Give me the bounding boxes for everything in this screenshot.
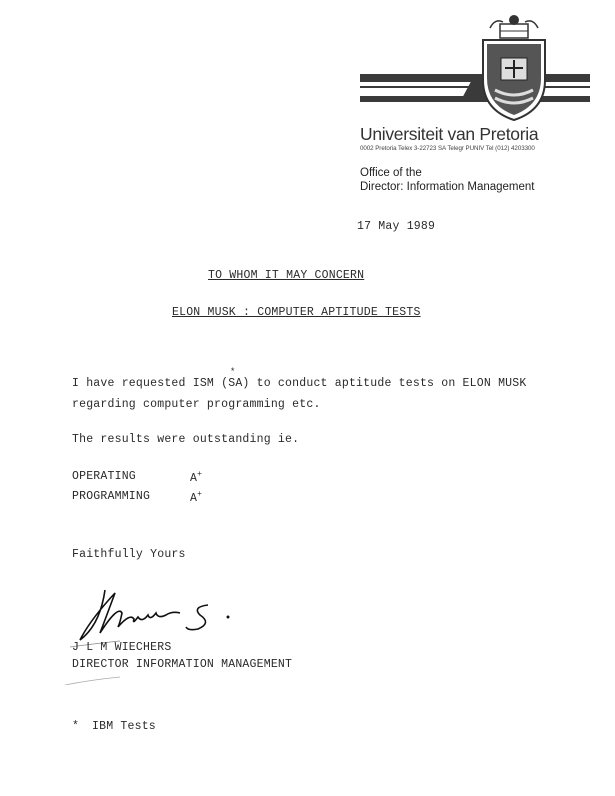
university-address: 0002 Pretoria Telex 3-22723 SA Telegr PUNIV Tel (012) 4203300 [360, 145, 535, 152]
crest-shield [483, 15, 545, 120]
university-name: Universiteit van Pretoria [360, 124, 539, 144]
footnote-text: IBM Tests [92, 720, 156, 733]
result-label-operating: OPERATING [72, 470, 136, 483]
subject-line: ELON MUSK : COMPUTER APTITUDE TESTS [172, 306, 421, 319]
footnote-mark: * [72, 720, 80, 733]
university-crest-logo [355, 10, 595, 125]
result-grade-operating: A+ [190, 470, 203, 485]
closing: Faithfully Yours [72, 548, 186, 561]
result-grade-programming: A+ [190, 490, 203, 505]
office-line-2: Director: Information Management [360, 181, 535, 193]
paragraph-line-1: I have requested ISM (SA) to conduct aptitude tests on ELON MUSK [72, 377, 527, 390]
signatory-name: J L M WIECHERS [72, 641, 172, 654]
results-intro: The results were outstanding ie. [72, 433, 300, 446]
asterisk-mark: * [230, 367, 236, 377]
signatory-title: DIRECTOR INFORMATION MANAGEMENT [72, 658, 293, 671]
paragraph-line-2: regarding computer programming etc. [72, 398, 321, 411]
letterhead-stripes [360, 74, 590, 102]
office-line-1: Office of the [360, 167, 422, 179]
result-label-programming: PROGRAMMING [72, 490, 151, 503]
salutation-heading: TO WHOM IT MAY CONCERN [208, 269, 365, 282]
letter-date: 17 May 1989 [357, 220, 436, 233]
